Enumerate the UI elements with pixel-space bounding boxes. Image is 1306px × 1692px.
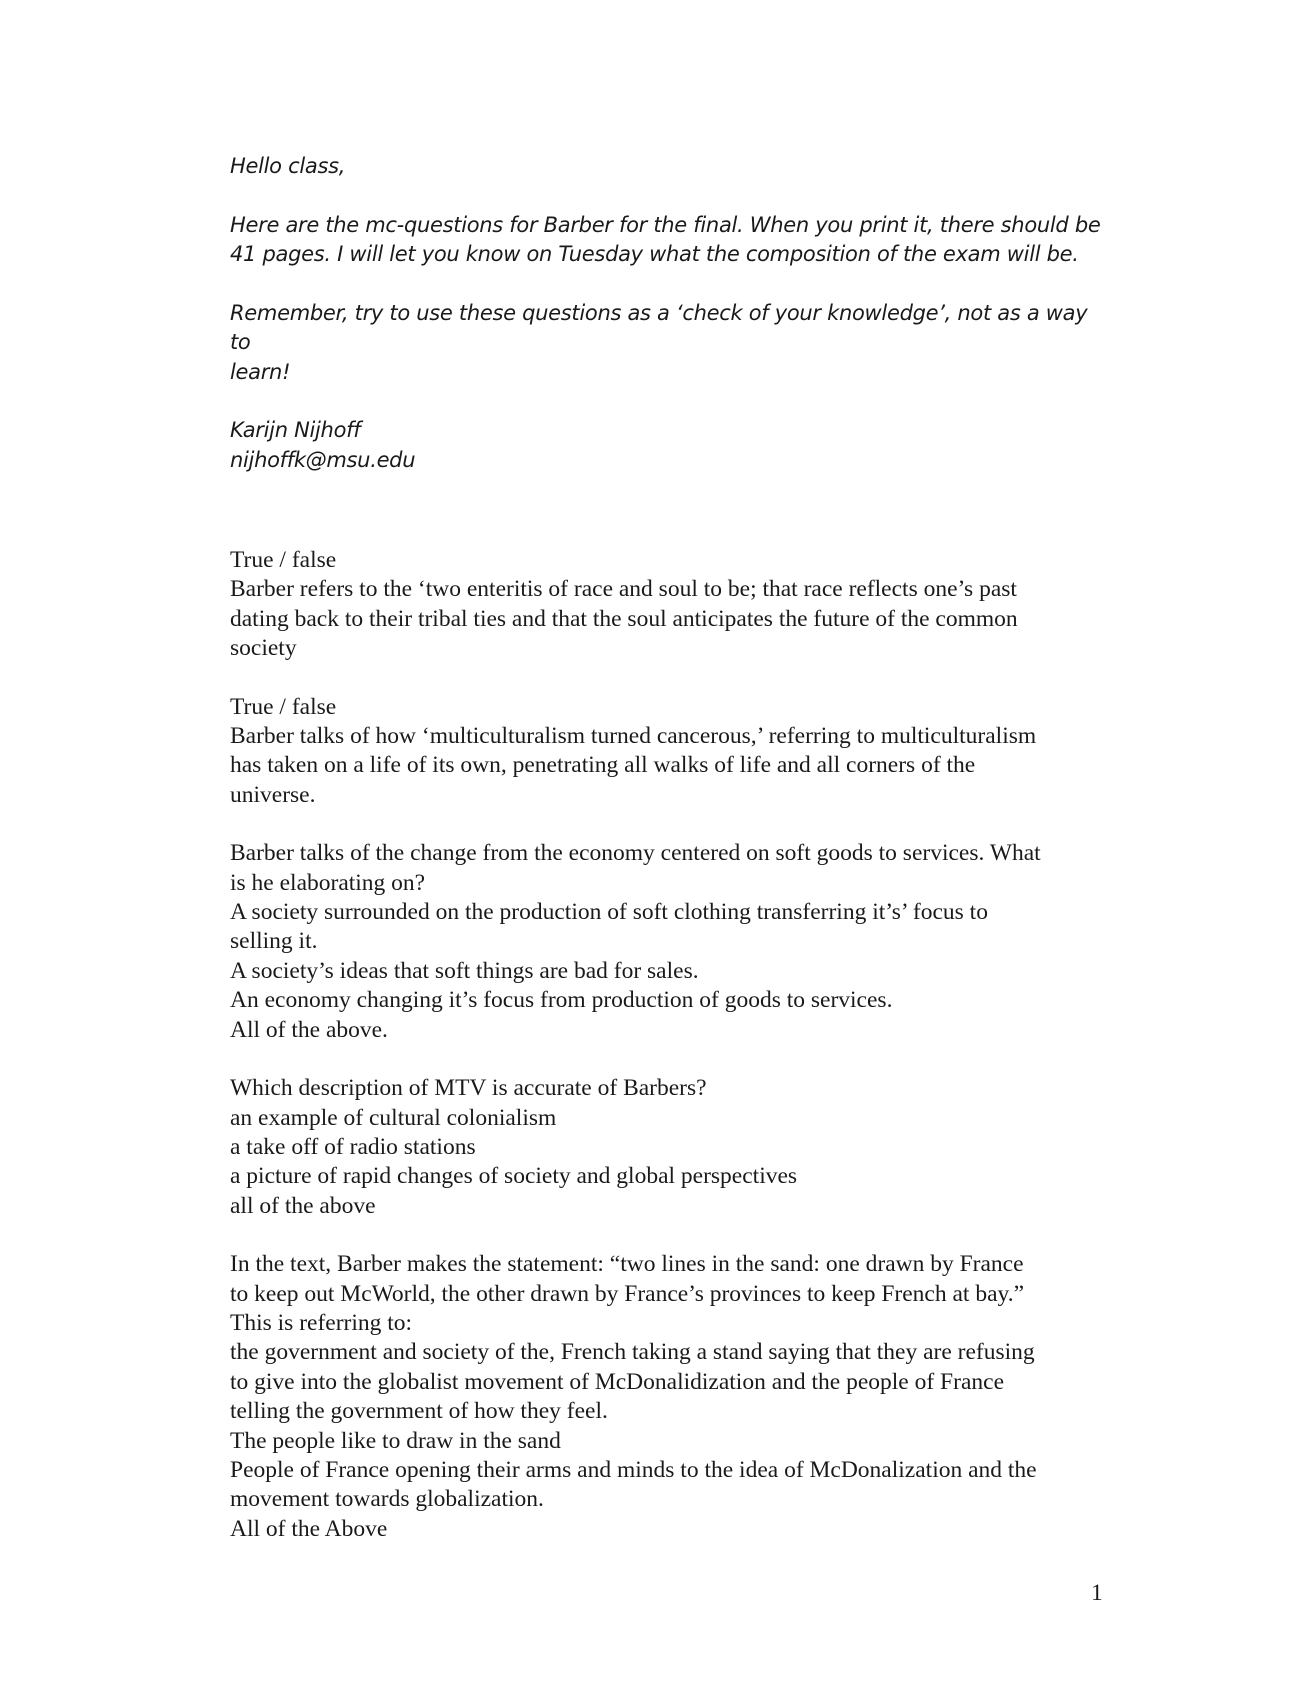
answer-option: movement towards globalization. (230, 1486, 544, 1513)
question-line: to keep out McWorld, the other drawn by France’s provinces to keep French at bay.” (230, 1280, 1025, 1307)
question-block (230, 839, 1110, 1045)
signature-name: Karijn Nijhoff (230, 418, 361, 442)
answer-option: An economy changing it’s focus from production of goods to services. (230, 987, 893, 1014)
answer-option: A society’s ideas that soft things are bad for sales. (230, 957, 699, 984)
question-line: dating back to their tribal ties and that the soul anticipates the future of the common (230, 605, 1018, 632)
answer-option: selling it. (230, 928, 318, 955)
intro-paragraph-2 (230, 299, 1110, 388)
question-list (230, 546, 1110, 1544)
question-line: has taken on a life of its own, penetrating all walks of life and all corners of the (230, 752, 976, 779)
question-line: society (230, 635, 297, 662)
answer-option: A society surrounded on the production of soft clothing transferring it’s’ focus to (230, 899, 988, 926)
intro-paragraph-2-line: Remember, try to use these questions as a ‘check of your knowledge’, not as a way to (230, 300, 1088, 354)
question-line: True / false (230, 547, 337, 573)
intro-paragraph-1-line: 41 pages. I will let you know on Tuesday what the composition of the exam will be. (230, 242, 1079, 266)
question-block (230, 693, 1110, 811)
intro-paragraph-2-line: learn! (230, 359, 291, 384)
answer-option: The people like to draw in the sand (230, 1427, 561, 1454)
intro-paragraph-1 (230, 211, 1110, 270)
question-line: True / false (230, 693, 337, 720)
question-line: Barber talks of the change from the economy centered on soft goods to services. What (230, 840, 1041, 867)
answer-option: all of the above (230, 1192, 376, 1219)
question-line: is he elaborating on? (230, 869, 426, 896)
answer-option: a picture of rapid changes of society and global perspectives (230, 1163, 798, 1190)
question-line: universe. (230, 781, 316, 808)
question-line: This is referring to: (230, 1309, 413, 1336)
question-line: Barber talks of how ‘multiculturalism turned cancerous,’ referring to multiculturalism (230, 723, 1037, 750)
greeting (230, 152, 1110, 182)
intro-paragraph-1-line: Here are the mc-questions for Barber for the final. When you print it, there should be (230, 212, 1101, 237)
signature (230, 416, 1110, 475)
greeting-text: Hello class, (230, 154, 346, 178)
question-block (230, 546, 1110, 664)
answer-option: an example of cultural colonialism (230, 1104, 557, 1131)
answer-option: a take off of radio stations (230, 1133, 476, 1160)
question-block (230, 1074, 1110, 1221)
signature-email: nijhoffk@msu.edu (230, 447, 416, 472)
page-content (230, 152, 1110, 1573)
answer-option: telling the government of how they feel. (230, 1398, 608, 1425)
answer-option: to give into the globalist movement of McDonalidization and the people of France (230, 1368, 1004, 1395)
question-line: Barber refers to the ‘two enteritis of race and soul to be; that race reflects one’s past (230, 576, 1017, 603)
answer-option: People of France opening their arms and minds to the idea of McDonalization and the (230, 1456, 1037, 1483)
answer-option: All of the Above (230, 1515, 388, 1542)
intro-letter (230, 152, 1110, 475)
question-line: Which description of MTV is accurate of Barbers? (230, 1075, 707, 1102)
question-block (230, 1250, 1110, 1544)
answer-option: All of the above. (230, 1016, 388, 1043)
question-line: In the text, Barber makes the statement: “two lines in the sand: one drawn by France (230, 1251, 1024, 1278)
answer-option: the government and society of the, French taking a stand saying that they are refusing (230, 1339, 1035, 1366)
page-number: 1 (1091, 1580, 1103, 1606)
